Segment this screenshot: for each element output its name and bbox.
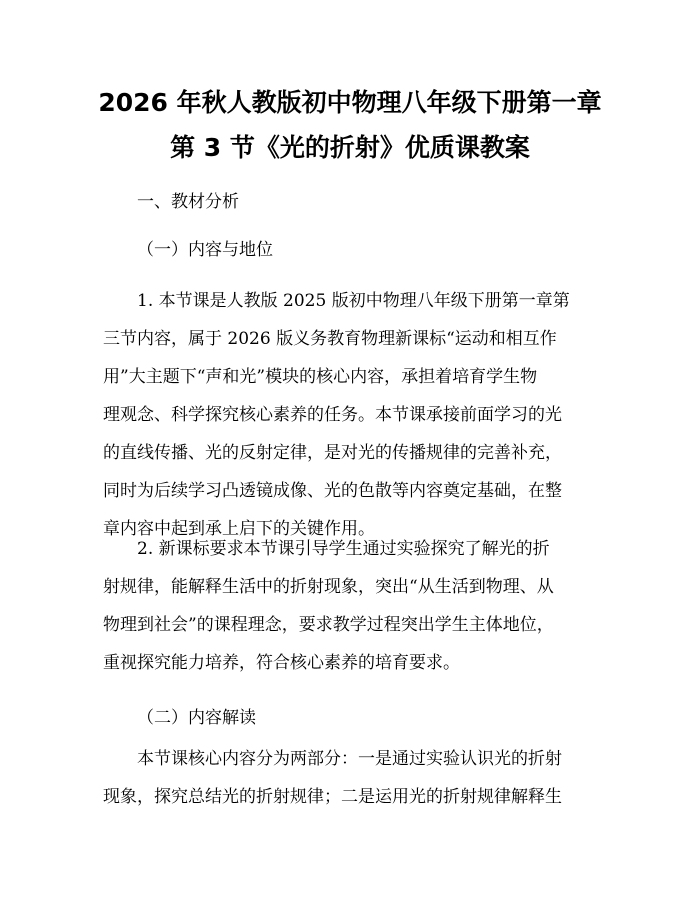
paragraph-3 [103,740,603,816]
paragraph-line: 用”大主题下“声和光”模块的核心内容，承担着培育学生物 [103,367,538,387]
paragraph-line: 1. 本节课是人教版 2025 版初中物理八年级下册第一章第 [137,291,570,311]
subsection-heading-content-and-position: （一）内容与地位 [137,240,273,260]
section-heading-teaching-material-analysis: 一、教材分析 [137,192,239,212]
paragraph-line: 物理到社会”的课程理念，要求教学过程突出学生主体地位， [103,615,554,635]
paragraph-line: 重视探究能力培养，符合核心素养的培育要求。 [103,653,460,673]
paragraph-line: 现象，探究总结光的折射规律；二是运用光的折射规律解释生 [103,787,562,807]
paragraph-line: 2. 新课标要求本节课引导学生通过实验探究了解光的折 [137,539,550,559]
paragraph-line: 理观念、科学探究核心素养的任务。本节课承接前面学习的光 [103,405,562,425]
paragraph-1 [103,282,603,548]
paragraph-line: 三节内容，属于 2026 版义务教育物理新课标“运动和相互作 [103,329,557,349]
paragraph-line: 同时为后续学习凸透镜成像、光的色散等内容奠定基础，在整 [103,481,562,501]
paragraph-2 [103,530,603,682]
paragraph-line: 本节课核心内容分为两部分：一是通过实验认识光的折射 [137,749,562,769]
document-title-line-1: 2026 年秋人教版初中物理八年级下册第一章 [98,88,602,117]
paragraph-line: 的直线传播、光的反射定律，是对光的传播规律的完善补充， [103,443,562,463]
document-title-line-2: 第 3 节《光的折射》优质课教案 [170,133,530,162]
paragraph-line: 射规律，能解释生活中的折射现象，突出“从生活到物理、从 [103,577,554,597]
subsection-heading-content-interpretation: （二）内容解读 [137,708,256,728]
paragraph-line: 章内容中起到承上启下的关键作用。 [103,519,375,539]
